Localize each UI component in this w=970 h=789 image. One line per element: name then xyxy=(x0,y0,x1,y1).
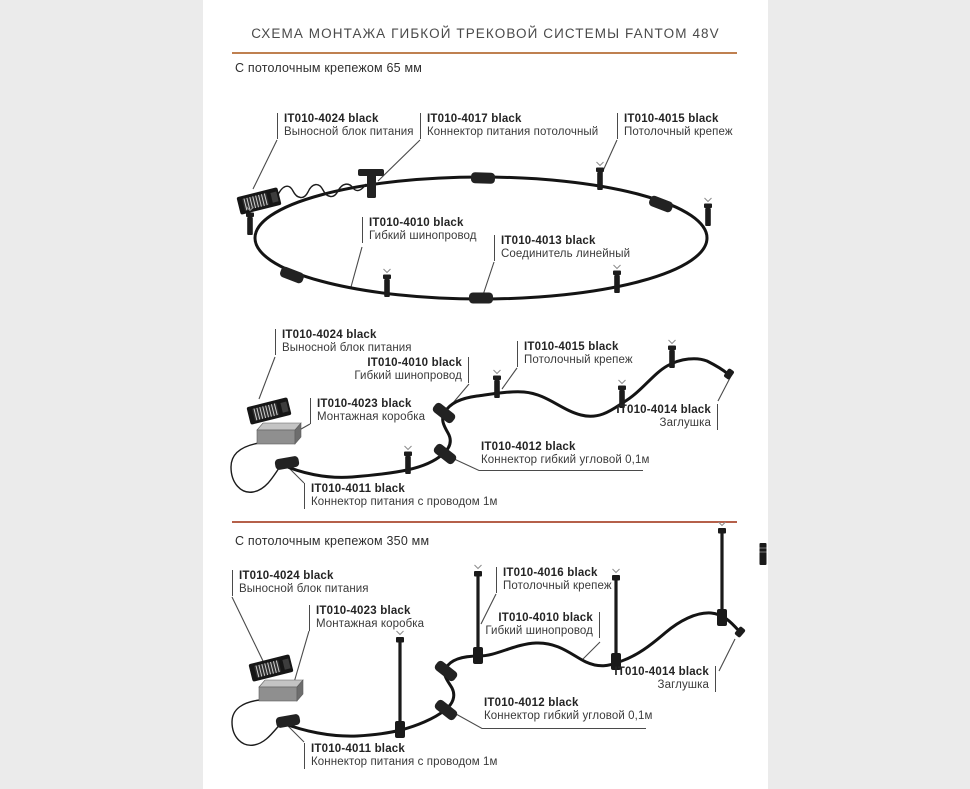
label-flex-track: IT010-4010 black Гибкий шинопровод xyxy=(354,357,469,383)
ceiling-pin-65-icon xyxy=(704,198,712,226)
section-header-350mm: С потолочным крепежом 350 мм xyxy=(235,534,430,548)
power-supply-unit xyxy=(248,654,293,682)
ceiling-rod-350-icon xyxy=(611,569,621,670)
linear-connector xyxy=(471,172,495,184)
ceiling-pin-65-icon xyxy=(404,446,412,474)
end-cap-icon xyxy=(723,368,734,380)
power-cord-connector xyxy=(275,713,301,728)
power-supply-unit xyxy=(246,397,291,425)
section-header-65mm: С потолочным крепежом 65 мм xyxy=(235,61,423,75)
ceiling-pin-65-icon xyxy=(596,162,604,190)
label-psu: IT010-4024 black Выносной блок питания xyxy=(232,570,369,596)
power-cord-wire xyxy=(232,700,283,745)
label-power-cord-connector: IT010-4011 black Коннектор питания с проводом 1м xyxy=(304,743,498,769)
label-ceiling-mount-350: IT010-4016 black Потолочный крепеж xyxy=(496,567,612,593)
label-psu: IT010-4024 black Выносной блок питания xyxy=(277,113,414,139)
page-title: СХЕМА МОНТАЖА ГИБКОЙ ТРЕКОВОЙ СИСТЕМЫ FANTOM 48V xyxy=(251,26,720,41)
ceiling-rod-350-icon xyxy=(717,522,727,626)
label-power-cord-connector: IT010-4011 black Коннектор питания с проводом 1м xyxy=(304,483,498,509)
ceiling-rod-350-icon xyxy=(473,565,483,664)
ceiling-pin-65-icon xyxy=(668,340,676,368)
label-mounting-box: IT010-4023 black Монтажная коробка xyxy=(310,398,425,424)
corner-connector xyxy=(432,442,458,465)
label-flex-track: IT010-4010 black Гибкий шинопровод xyxy=(362,217,477,243)
ceiling-pin-65-icon xyxy=(493,370,501,398)
ceiling-rod-350-icon xyxy=(395,631,405,738)
corner-connector xyxy=(433,698,459,721)
ceiling-pin-65-icon xyxy=(383,269,391,297)
label-psu: IT010-4024 black Выносной блок питания xyxy=(275,329,412,355)
linear-connector xyxy=(469,293,493,304)
flexible-track-oval xyxy=(255,177,707,299)
mounting-box xyxy=(257,423,301,444)
label-corner-connector: IT010-4012 black Коннектор гибкий угловой 0,1м xyxy=(481,441,650,466)
label-mounting-box: IT010-4023 black Монтажная коробка xyxy=(309,605,424,631)
power-supply-unit xyxy=(236,187,281,215)
power-cord-connector xyxy=(274,455,300,470)
label-ceiling-mount-65: IT010-4015 black Потолочный крепеж xyxy=(517,341,633,367)
label-ceiling-mount-65: IT010-4015 black Потолочный крепеж xyxy=(617,113,733,139)
label-ceiling-power-connector: IT010-4017 black Коннектор питания потолочный xyxy=(420,113,598,139)
label-linear-connector: IT010-4013 black Соединитель линейный xyxy=(494,235,630,261)
power-cord-wire xyxy=(231,443,281,492)
rod-piece-icon xyxy=(760,543,767,565)
linear-connector xyxy=(648,195,674,214)
label-endcap: IT010-4014 black Заглушка xyxy=(614,666,716,692)
label-corner-connector: IT010-4012 black Коннектор гибкий угловой 0,1м xyxy=(484,697,653,722)
mounting-box xyxy=(259,680,303,701)
label-endcap: IT010-4014 black Заглушка xyxy=(616,404,718,430)
linear-connector xyxy=(279,266,305,285)
ceiling-pin-65-icon xyxy=(613,265,621,293)
label-flex-track: IT010-4010 black Гибкий шинопровод xyxy=(485,612,600,638)
